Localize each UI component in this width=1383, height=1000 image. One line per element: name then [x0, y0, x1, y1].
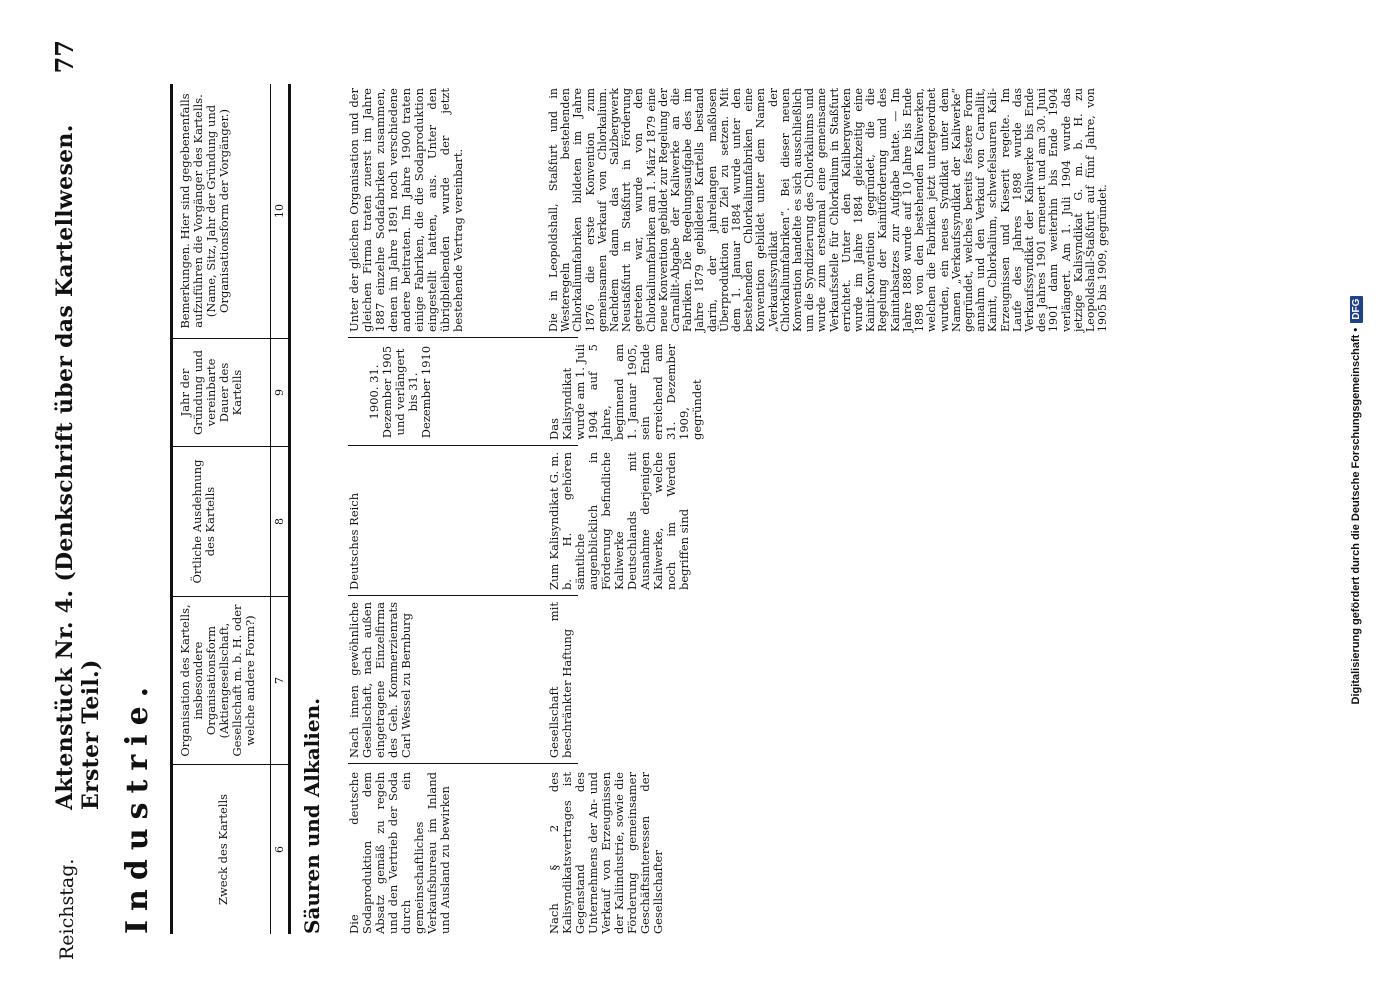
column-header-founding: [173, 338, 288, 446]
running-head-left: Reichstag.: [56, 858, 78, 960]
column-header-purpose: [173, 764, 288, 934]
column-divider: [348, 337, 578, 338]
column-number: 6: [270, 765, 286, 934]
row1-remarks: Unter der gleichen Organisation und der gleichen Firma traten zuerst im Jahre 1887 einzelne Sodafabriken zusammen, denen im Jahre 1891 noch verschiedene andere beitraten. Im Jahre 1900 traten einige Fabriken, die die Sodaproduktion eingestellt hatten, aus. Unter den übrigbleibenden wurde der jetzt bestehende Vertrag vereinbart.: [347, 88, 465, 332]
column-number: 10: [270, 84, 286, 338]
dfg-logo: DFG: [1350, 296, 1363, 323]
column-divider: [348, 595, 578, 596]
row1-purpose: Die deutsche Sodaproduktion dem Absatz gemäß zu regeln und den Vertrieb der Soda durch ein gemeinschaftliches Verkaufsbureau im Inland und Ausland zu bewirken: [347, 772, 452, 934]
section-title: Industrie.: [120, 677, 155, 934]
column-header-label: Bemerkungen. Hier sind gegebenenfalls aufzuführen die Vorgänger des Kartells. (Name, Sitz, Jahr der Gründung und Organisationsform der Vorgänger.): [178, 93, 231, 329]
running-head-title: Aktenstück Nr. 4. (Denkschrift über das Kartellwesen. Erster Teil.): [52, 124, 104, 810]
digitization-note: [1350, 0, 1363, 1000]
subsection-title: Säuren und Alkalien.: [300, 697, 324, 934]
column-header-extent: [173, 446, 288, 596]
row2-purpose: Nach § 2 des Kalisyndikatsvertrages ist Gegenstand des Unternehmens der An- und Verkauf von Erzeugnissen der Kaliindustrie, sowie die Förderung gemeinsamer Geschäftsinteressen der Gesellschafter: [547, 772, 665, 934]
column-header-label: Organisation des Kartells, insbesondere Organisationsform (Aktiengesellschaft, Gesellschaft m. b. H. oder welche andere Form?): [178, 604, 257, 757]
table-body: [348, 84, 1308, 934]
column-header-label: Zweck des Kartells: [216, 793, 230, 906]
column-number: 8: [270, 447, 286, 596]
column-header-label: Jahr der Gründung und vereinbarte Dauer des Kartells: [178, 350, 244, 435]
row2-organization: Gesellschaft mit beschränkter Haftung: [547, 602, 574, 758]
column-header-label: Örtliche Ausdehnung des Kartells: [190, 459, 217, 584]
table-header: [170, 84, 291, 934]
row2-remarks: Die in Leopoldshall, Staßfurt und in Westeregeln bestehenden Chlorkaliumfabriken bildeten im Jahre 1876 die erste Konvention zum gemeinsamen Verkauf von Chlorkalium. Nachdem dann das Salzbergwerk Neustaßfurt in Staßfurt in Förderung getreten war, wurde von den Chlorkaliumfabriken am 1. März 1879 eine neue Konvention gebildet zur Regelung der Carnallit-Abgabe der Kaliwerke an die Fabriken. Die Regelungsaufgabe des im Jahre 1879 gebildeten Kartells bestand darin, der jahrelangen maßlosen Überproduktion ein Ziel zu setzen. Mit dem 1. Januar 1884 wurde unter den bestehenden Chlorkaliumfabriken eine Konvention gebildet unter dem Namen „Verkaufssyndikat der Chlorkaliumfabriken“. Bei dieser neuen Konvention handelte es sich ausschließlich um die Syndizierung des Chlorkaliums und wurde zum erstenmal eine gemeinsame Verkaufsstelle für Chlorkalium in Staßfurt errichtet. Unter den Kalibergwerken wurde im Jahre 1884 gleichzeitig eine Kainit-Konvention gegründet, die die Regelung der Kainitförderung und des Kainitabsatzes zur Aufgabe hatte. — Im Jahre 1888 wurde auf 10 Jahre bis Ende 1898 von den bestehenden Kaliwerken, welchen die Fabriken jetzt untergeordnet wurden, ein neues Syndikat unter dem Namen „Verkaufssyndikat der Kaliwerke“ gegründet, welches bereits festere Form annahm und den Verkauf von Carnallit, Kainit, Chlorkalium, schwefelsauren Kali-Erzeugnissen und Kieserit regelte. Im Laufe des Jahres 1898 wurde das Verkaufssyndikat der Kaliwerke bis Ende des Jahres 1901 erneuert und am 30. Juni 1901 dann weiterhin bis Ende 1904 verlängert. Am 1. Juli 1904 wurde das jetzige Kalisyndikat G. m. b. H. zu Leopoldshall-Staßfurt auf fünf Jahre, von 1905 bis 1909, gegründet.: [547, 88, 1110, 332]
row1-founding: 1900. 31. Dezember 1905 und verlängert bis 31. Dezember 1910: [367, 345, 433, 439]
column-divider: [348, 763, 578, 764]
column-header-remarks: [173, 84, 288, 338]
row2-extent: Zum Kalisyndikat G. m. b. H. gehören sämtliche augenblicklich in Förderung befindliche Kaliwerke Deutschlands mit Ausnahme derjenigen Kaliwerke, welche noch im Werden begriffen sind: [547, 452, 691, 590]
column-header-organization: [173, 596, 288, 764]
digitization-note-text: Digitalisierung gefördert durch die Deutsche Forschungsgemeinschaft •: [1350, 327, 1362, 705]
row1-organization: Nach innen gewöhnliche Gesellschaft, nach außen eingetragene Einzelfirma des Geh. Kommerzienrats Carl Wessel zu Bernburg: [347, 602, 413, 758]
row1-extent: Deutsches Reich: [347, 492, 361, 590]
row2-founding: Das Kalisyndikat wurde am 1. Juli 1904 auf 5 Jahre, beginnend am 1. Januar 1905, sein Ende erreichend am 31. Dezember 1909, gegründet: [547, 344, 704, 440]
column-number: 7: [270, 597, 286, 764]
running-head: [50, 40, 104, 960]
column-divider: [348, 445, 578, 446]
column-number: 9: [270, 339, 286, 446]
page-number: 77: [50, 40, 79, 74]
